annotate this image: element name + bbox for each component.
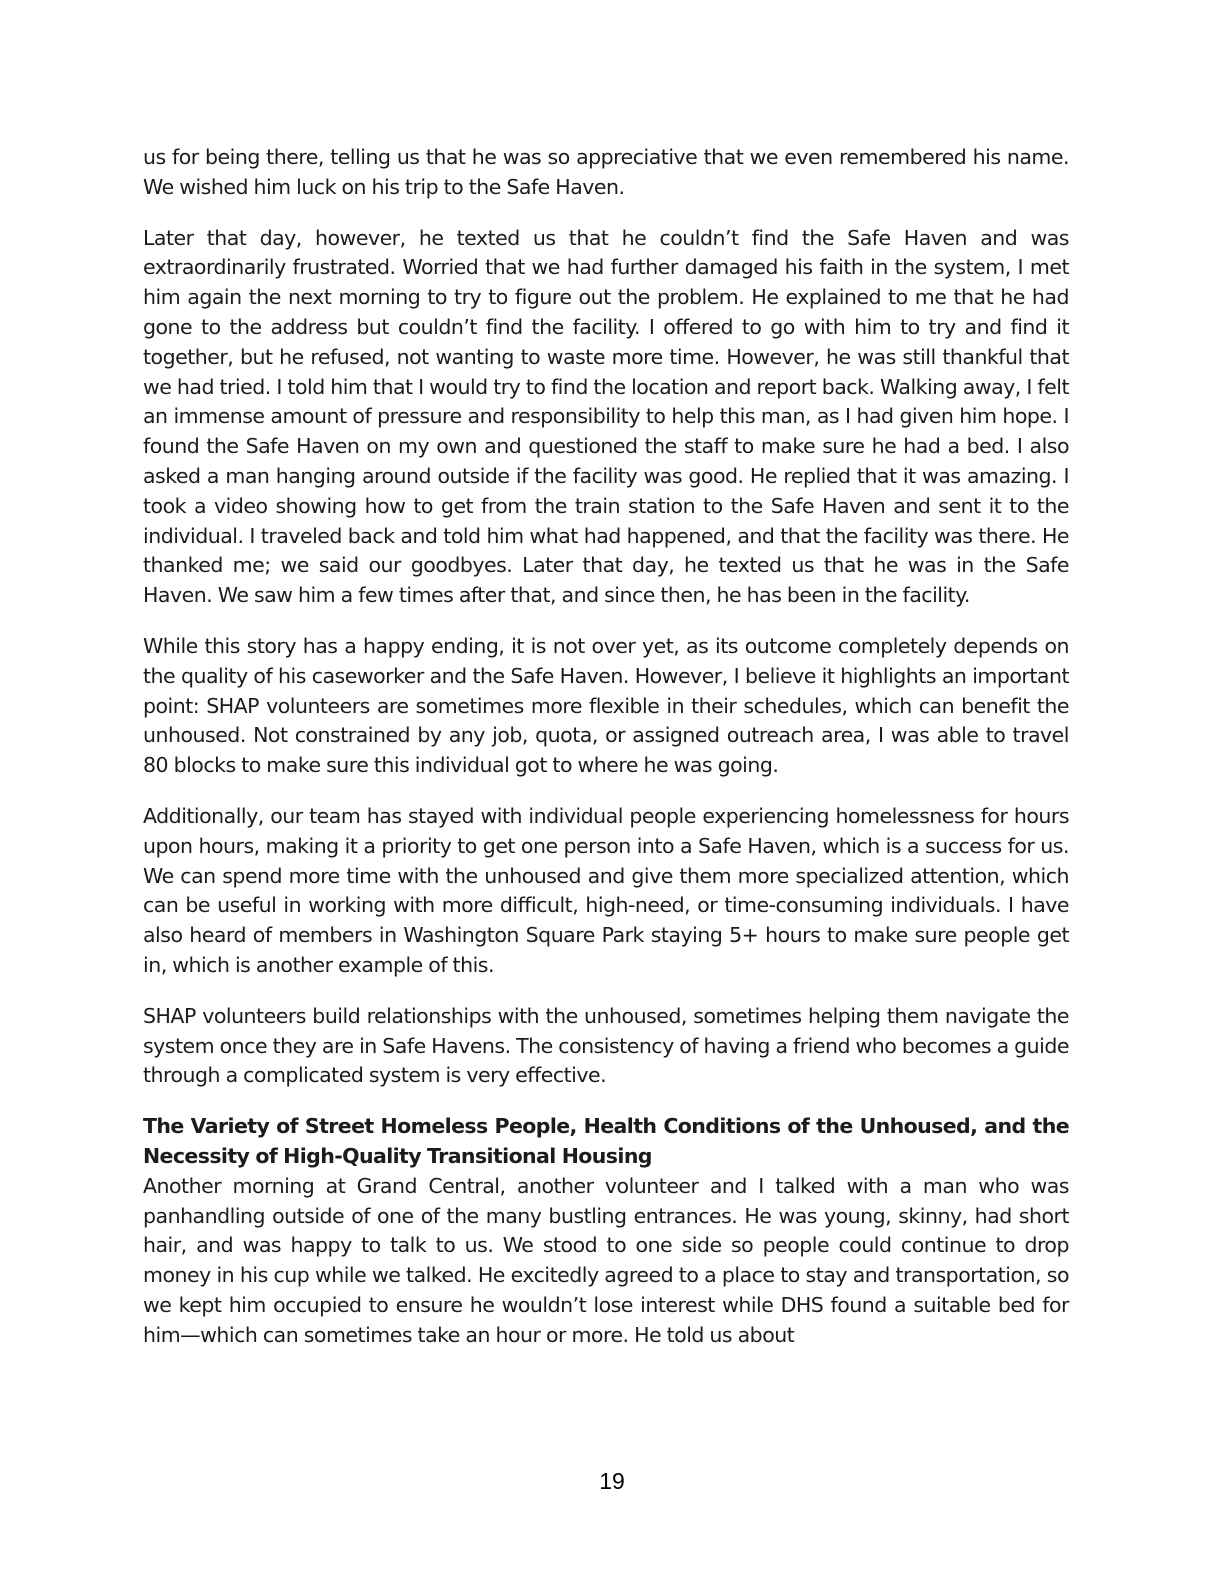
paragraph-2: Later that day, however, he texted us that he couldn’t find the Safe Haven and was extraordinarily frustrated. Worried that we had further damaged his faith in the system, I met him again the next morning to try to figure out the problem. He explained to me that he had gone to the address but couldn’t find the facility. I offered to go with him to try and find it together, but he refused, not wanting to waste more time. However, he was still thankful that we had tried. I told him that I would try to find the location and report back. Walking away, I felt an immense amount of pressure and responsibility to help this man, as I had given him hope. I found the Safe Haven on my own and questioned the staff to make sure he had a bed. I also asked a man hanging around outside if the facility was good. He replied that it was amazing. I took a video showing how to get from the train station to the Safe Haven and sent it to the individual. I traveled back and told him what had happened, and that the facility was there. He thanked me; we said our goodbyes. Later that day, he texted us that he was in the Safe Haven. We saw him a few times after that, and since then, he has been in the facility. xyxy=(143,225,1069,608)
section-variety-of-street-homeless xyxy=(143,1112,1069,1350)
section-heading: The Variety of Street Homeless People, Health Conditions of the Unhoused, and the Necessity of High-Quality Transitional Housing xyxy=(143,1114,1069,1168)
page-body xyxy=(143,143,1069,1371)
paragraph-5: SHAP volunteers build relationships with the unhoused, sometimes helping them navigate the system once they are in Safe Havens. The consistency of having a friend who becomes a guide through a complicated system is very effective. xyxy=(143,1003,1069,1088)
paragraph-4: Additionally, our team has stayed with individual people experiencing homelessness for hours upon hours, making it a priority to get one person into a Safe Haven, which is a success for us. We can spend more time with the unhoused and give them more specialized attention, which can be useful in working with more difficult, high-need, or time-consuming individuals. I have also heard of members in Washington Square Park staying 5+ hours to make sure people get in, which is another example of this. xyxy=(143,803,1069,977)
paragraph-1: us for being there, telling us that he was so appreciative that we even remembered his name. We wished him luck on his trip to the Safe Haven. xyxy=(143,145,1069,199)
paragraph-3: While this story has a happy ending, it is not over yet, as its outcome completely depends on the quality of his caseworker and the Safe Haven. However, I believe it highlights an important point: SHAP volunteers are sometimes more flexible in their schedules, which can benefit the unhoused. Not constrained by any job, quota, or assigned outreach area, I was able to travel 80 blocks to make sure this individual got to where he was going. xyxy=(143,633,1069,778)
section-paragraph: Another morning at Grand Central, another volunteer and I talked with a man who was panhandling outside of one of the many bustling entrances. He was young, skinny, had short hair, and was happy to talk to us. We stood to one side so people could continue to drop money in his cup while we talked. He excitedly agreed to a place to stay and transportation, so we kept him occupied to ensure he wouldn’t lose interest while DHS found a suitable bed for him—which can sometimes take an hour or more. He told us about xyxy=(143,1173,1069,1347)
page-number: 19 xyxy=(599,1468,625,1494)
